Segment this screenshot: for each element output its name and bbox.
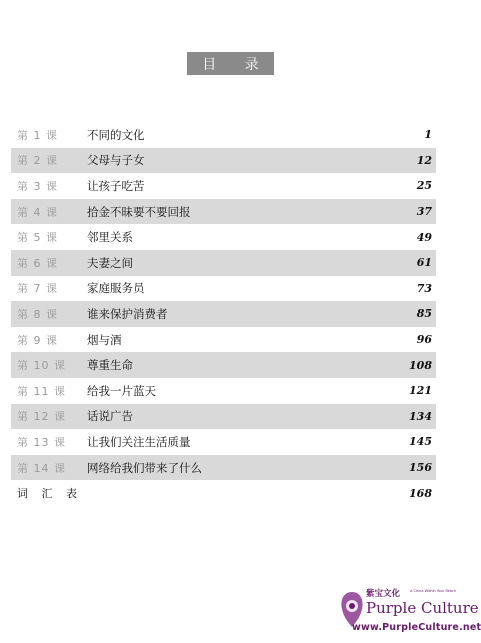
page-number: 156 <box>409 461 432 475</box>
brand-chinese: 紫宝文化 <box>366 589 401 599</box>
lesson-number: 第 2 课 <box>17 154 58 168</box>
toc-row[interactable] <box>11 199 436 225</box>
lesson-title: 网络给我们带来了什么 <box>87 460 202 475</box>
page-number: 145 <box>409 435 432 449</box>
toc-row[interactable] <box>11 276 436 302</box>
toc-row[interactable] <box>11 429 436 455</box>
lesson-number: 第 14 课 <box>17 461 66 475</box>
lesson-title: 家庭服务员 <box>87 281 145 296</box>
toc-row[interactable] <box>11 378 436 404</box>
lesson-title: 父母与子女 <box>87 153 145 168</box>
page-number: 37 <box>416 205 432 219</box>
lesson-title: 话说广告 <box>87 409 133 424</box>
lesson-number: 第 5 课 <box>17 231 58 245</box>
page-number: 85 <box>416 307 432 321</box>
page-number: 168 <box>409 486 432 500</box>
lesson-number: 第 6 课 <box>17 256 58 270</box>
table-of-contents <box>11 122 436 506</box>
page-number: 49 <box>416 230 432 244</box>
toc-row[interactable] <box>11 148 436 174</box>
page-number: 12 <box>416 153 432 167</box>
toc-row[interactable] <box>11 301 436 327</box>
lesson-title: 夫妻之间 <box>87 255 133 270</box>
lesson-title: 给我一片蓝天 <box>87 383 156 398</box>
lesson-number: 第 9 课 <box>17 333 58 347</box>
lesson-title: 谁来保护消费者 <box>87 306 168 321</box>
toc-row[interactable] <box>11 250 436 276</box>
toc-row[interactable] <box>11 404 436 430</box>
page-number: 96 <box>416 333 432 347</box>
lesson-title: 让孩子吃苦 <box>87 178 145 193</box>
lesson-number: 第 8 课 <box>17 307 58 321</box>
lesson-title: 不同的文化 <box>87 127 145 142</box>
lesson-number: 第 1 课 <box>17 128 58 142</box>
lesson-number: 第 7 课 <box>17 282 58 296</box>
vocabulary-label: 词 汇 表 <box>17 487 82 501</box>
brand-tagline: A China Within Your Reach <box>410 589 457 593</box>
lesson-title: 邻里关系 <box>87 230 133 245</box>
lesson-number: 第 3 课 <box>17 179 58 193</box>
lesson-number: 第 4 课 <box>17 205 58 219</box>
lesson-title: 拾金不昧要不要回报 <box>87 204 191 219</box>
page-number: 121 <box>409 384 432 398</box>
page-number: 1 <box>424 128 432 142</box>
brand-english: Purple Culture <box>366 599 479 617</box>
page-number: 108 <box>409 358 432 372</box>
watermark-logo <box>330 587 481 637</box>
toc-row[interactable] <box>11 455 436 481</box>
lesson-title: 让我们关注生活质量 <box>87 434 191 449</box>
lesson-number: 第 12 课 <box>17 410 66 424</box>
page-title: 目 录 <box>187 52 274 75</box>
lesson-title: 尊重生命 <box>87 358 133 373</box>
lesson-number: 第 13 课 <box>17 435 66 449</box>
toc-row[interactable] <box>11 122 436 148</box>
page-number: 134 <box>409 409 432 423</box>
toc-row[interactable] <box>11 224 436 250</box>
page-number: 73 <box>416 281 432 295</box>
toc-row[interactable] <box>11 173 436 199</box>
toc-row[interactable] <box>11 352 436 378</box>
page-number: 25 <box>416 179 432 193</box>
lesson-number: 第 11 课 <box>17 384 66 398</box>
toc-row[interactable] <box>11 327 436 353</box>
toc-row-vocabulary[interactable] <box>11 480 436 506</box>
lesson-number: 第 10 课 <box>17 359 66 373</box>
lesson-title: 烟与酒 <box>87 332 122 347</box>
brand-url: www.PurpleCulture.net <box>352 622 481 633</box>
page-number: 61 <box>416 256 432 270</box>
